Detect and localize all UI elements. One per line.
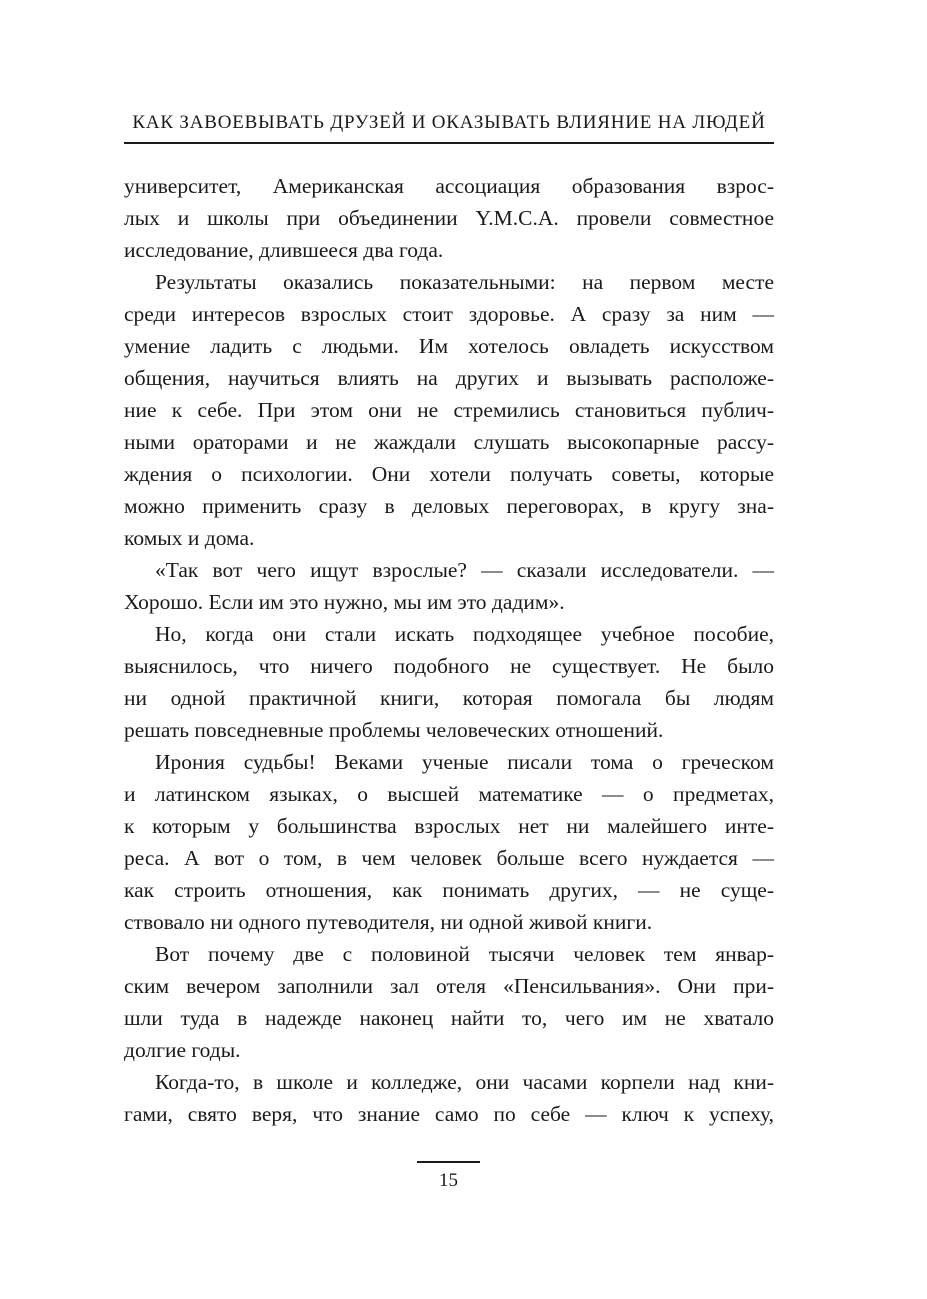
text-line: умение ладить с людьми. Им хотелось овладеть искусством	[124, 334, 774, 358]
text-line: Ирония судьбы! Веками ученые писали тома о греческом	[155, 750, 774, 774]
text-line: исследование, длившееся два года.	[124, 238, 444, 262]
text-line: к которым у большинства взрослых нет ни малейшего инте-	[124, 814, 774, 838]
text-line: среди интересов взрослых стоит здоровье. А сразу за ним —	[124, 302, 774, 326]
text-line: гами, свято веря, что знание само по себе — ключ к успеху,	[124, 1102, 774, 1126]
text-line: реса. А вот о том, в чем человек больше всего нуждается —	[124, 846, 774, 870]
text-line: ждения о психологии. Они хотели получать советы, которые	[124, 462, 774, 486]
text-line: Вот почему две с половиной тысячи человек тем январ-	[155, 942, 774, 966]
header-rule	[124, 142, 774, 144]
text-line: лых и школы при объединении Y.M.C.A. провели совместное	[124, 206, 774, 230]
text-line: ными ораторами и не жаждали слушать высокопарные рассу-	[124, 430, 774, 454]
text-line: университет, Американская ассоциация образования взрос-	[124, 174, 774, 198]
text-line: Хорошо. Если им это нужно, мы им это дадим».	[124, 590, 565, 614]
text-line: комых и дома.	[124, 526, 255, 550]
body-text	[124, 170, 774, 1130]
running-head: КАК ЗАВОЕВЫВАТЬ ДРУЗЕЙ И ОКАЗЫВАТЬ ВЛИЯНИЕ НА ЛЮДЕЙ	[132, 112, 766, 133]
text-line: ствовало ни одного путеводителя, ни одной живой книги.	[124, 910, 653, 934]
text-line: общения, научиться влиять на других и вызывать расположе-	[124, 366, 774, 390]
text-line: решать повседневные проблемы человеческих отношений.	[124, 718, 664, 742]
page-number: 15	[439, 1170, 458, 1191]
text-line: ни одной практичной книги, которая помогала бы людям	[124, 686, 774, 710]
footer-rule	[417, 1161, 480, 1163]
text-line: и латинском языках, о высшей математике — о предметах,	[124, 782, 774, 806]
text-line: долгие годы.	[124, 1038, 241, 1062]
text-line: «Так вот чего ищут взрослые? — сказали исследователи. —	[155, 558, 774, 582]
text-line: Но, когда они стали искать подходящее учебное пособие,	[155, 622, 774, 646]
text-line: ние к себе. При этом они не стремились становиться публич-	[124, 398, 774, 422]
text-line: можно применить сразу в деловых переговорах, в кругу зна-	[124, 494, 774, 518]
text-line: шли туда в надежде наконец найти то, чего им не хватало	[124, 1006, 774, 1030]
text-line: выяснилось, что ничего подобного не существует. Не было	[124, 654, 774, 678]
text-line: Когда-то, в школе и колледже, они часами корпели над кни-	[155, 1070, 774, 1094]
text-line: как строить отношения, как понимать других, — не суще-	[124, 878, 774, 902]
text-line: ским вечером заполнили зал отеля «Пенсильвания». Они при-	[124, 974, 774, 998]
text-line: Результаты оказались показательными: на первом месте	[155, 270, 774, 294]
